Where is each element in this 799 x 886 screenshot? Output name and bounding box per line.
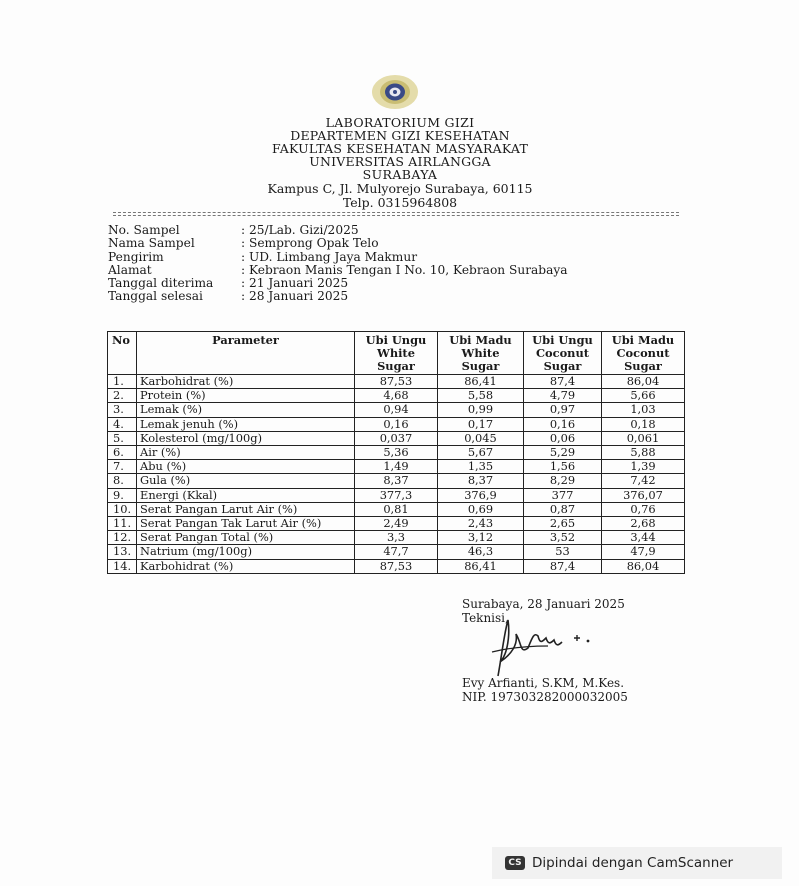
value-cell: 3,44 (602, 531, 685, 545)
row-number: 4. (108, 417, 137, 431)
value-cell: 0,94 (355, 403, 438, 417)
value-cell: 0,17 (438, 417, 524, 431)
sample-number-row: No. Sampel : 25/Lab. Gizi/2025 (108, 223, 359, 237)
value-cell: 7,42 (602, 474, 685, 488)
value-cell: 1,03 (602, 403, 685, 417)
value-cell: 0,037 (355, 431, 438, 445)
col-header-parameter: Parameter (137, 332, 355, 375)
table-row (108, 403, 685, 417)
parameter-name: Abu (%) (137, 460, 355, 474)
value-cell: 0,06 (524, 431, 602, 445)
table-row (108, 488, 685, 502)
value-cell: 0,045 (438, 431, 524, 445)
parameter-name: Gula (%) (137, 474, 355, 488)
table-row (108, 375, 685, 389)
phone: Telp. 0315964808 (342, 195, 458, 210)
row-number: 11. (108, 517, 137, 531)
value-cell: 0,061 (602, 431, 685, 445)
parameter-name: Energi (Kkal) (137, 488, 355, 502)
row-number: 1. (108, 375, 137, 389)
parameter-name: Lemak (%) (137, 403, 355, 417)
value-cell: 53 (524, 545, 602, 559)
row-number: 13. (108, 545, 137, 559)
value-cell: 86,41 (438, 559, 524, 573)
value-cell: 2,49 (355, 517, 438, 531)
value-cell: 3,12 (438, 531, 524, 545)
value-cell: 1,35 (438, 460, 524, 474)
parameter-name: Serat Pangan Total (%) (137, 531, 355, 545)
table-row (108, 474, 685, 488)
row-number: 14. (108, 559, 137, 573)
table-row (108, 460, 685, 474)
university-logo-icon (371, 74, 419, 110)
faculty-name: FAKULTAS KESEHATAN MASYARAKAT (272, 141, 528, 156)
value-cell: 3,52 (524, 531, 602, 545)
value-cell: 8,29 (524, 474, 602, 488)
handwritten-signature-icon (478, 614, 596, 678)
camscanner-watermark (492, 847, 782, 879)
value-cell: 86,04 (602, 375, 685, 389)
sample-name-row: Nama Sampel : Semprong Opak Telo (108, 236, 379, 251)
value-cell: 8,37 (355, 474, 438, 488)
value-cell: 5,36 (355, 446, 438, 460)
signer-nip: NIP. 197303282000032005 (462, 689, 628, 704)
value-cell: 87,4 (524, 375, 602, 389)
value-cell: 1,49 (355, 460, 438, 474)
row-number: 10. (108, 502, 137, 516)
signing-place-date: Surabaya, 28 Januari 2025 (462, 597, 625, 611)
value-cell: 5,29 (524, 446, 602, 460)
parameter-name: Protein (%) (137, 389, 355, 403)
value-cell: 86,41 (438, 375, 524, 389)
table-row (108, 531, 685, 545)
value-cell: 87,53 (355, 375, 438, 389)
address: Kampus C, Jl. Mulyorejo Surabaya, 60115 (267, 181, 533, 196)
value-cell: 1,39 (602, 460, 685, 474)
row-number: 7. (108, 460, 137, 474)
col-header-ubi-madu-coconut-sugar: Ubi Madu Coconut Sugar (602, 332, 685, 375)
row-number: 2. (108, 389, 137, 403)
value-cell: 376,07 (602, 488, 685, 502)
row-number: 12. (108, 531, 137, 545)
signer-role: Teknisi, (462, 610, 509, 625)
table-row (108, 431, 685, 445)
value-cell: 86,04 (602, 559, 685, 573)
value-cell: 47,7 (355, 545, 438, 559)
value-cell: 0,81 (355, 502, 438, 516)
lab-name: LABORATORIUM GIZI (325, 115, 475, 130)
row-number: 3. (108, 403, 137, 417)
table-row (108, 545, 685, 559)
value-cell: 46,3 (438, 545, 524, 559)
value-cell: 377 (524, 488, 602, 502)
value-cell: 0,76 (602, 502, 685, 516)
university-name: UNIVERSITAS AIRLANGGA (309, 154, 491, 169)
header-divider (113, 212, 679, 213)
address-row: Alamat : Kebraon Manis Tengan I No. 10, Kebraon Surabaya (108, 262, 568, 277)
value-cell: 5,88 (602, 446, 685, 460)
col-header-no: No (108, 332, 137, 375)
col-header-ubi-madu-white-sugar: Ubi Madu White Sugar (438, 332, 524, 375)
table-row (108, 389, 685, 403)
row-number: 9. (108, 488, 137, 502)
value-cell: 47,9 (602, 545, 685, 559)
value-cell: 2,68 (602, 517, 685, 531)
value-cell: 87,53 (355, 559, 438, 573)
value-cell: 0,16 (524, 417, 602, 431)
row-number: 6. (108, 446, 137, 460)
parameter-name: Lemak jenuh (%) (137, 417, 355, 431)
row-number: 8. (108, 474, 137, 488)
row-number: 5. (108, 431, 137, 445)
value-cell: 0,18 (602, 417, 685, 431)
value-cell: 5,67 (438, 446, 524, 460)
table-row (108, 417, 685, 431)
parameter-name: Karbohidrat (%) (137, 375, 355, 389)
parameter-name: Serat Pangan Larut Air (%) (137, 502, 355, 516)
table-row (108, 446, 685, 460)
value-cell: 1,56 (524, 460, 602, 474)
table-row (108, 517, 685, 531)
camscanner-icon: CS (505, 856, 525, 870)
value-cell: 376,9 (438, 488, 524, 502)
parameter-name: Natrium (mg/100g) (137, 545, 355, 559)
col-header-ubi-ungu-white-sugar: Ubi Ungu White Sugar (355, 332, 438, 375)
value-cell: 377,3 (355, 488, 438, 502)
parameter-name: Serat Pangan Tak Larut Air (%) (137, 517, 355, 531)
camscanner-text: Dipindai dengan CamScanner (532, 855, 734, 871)
col-header-ubi-ungu-coconut-sugar: Ubi Ungu Coconut Sugar (524, 332, 602, 375)
value-cell: 3,3 (355, 531, 438, 545)
value-cell: 0,99 (438, 403, 524, 417)
value-cell: 8,37 (438, 474, 524, 488)
value-cell: 87,4 (524, 559, 602, 573)
parameter-name: Kolesterol (mg/100g) (137, 431, 355, 445)
signer-name: Evy Arfianti, S.KM, M.Kes. (462, 676, 625, 690)
value-cell: 0,16 (355, 417, 438, 431)
table-row (108, 559, 685, 573)
value-cell: 4,79 (524, 389, 602, 403)
date-received-row: Tanggal diterima : 21 Januari 2025 (108, 276, 349, 291)
value-cell: 2,65 (524, 517, 602, 531)
table-row (108, 502, 685, 516)
value-cell: 0,69 (438, 502, 524, 516)
parameter-name: Karbohidrat (%) (137, 559, 355, 573)
parameter-name: Air (%) (137, 446, 355, 460)
department-name: DEPARTEMEN GIZI KESEHATAN (290, 128, 510, 143)
value-cell: 2,43 (438, 517, 524, 531)
value-cell: 5,58 (438, 389, 524, 403)
city-name: SURABAYA (362, 167, 438, 182)
results-table (107, 331, 685, 574)
value-cell: 0,97 (524, 403, 602, 417)
value-cell: 5,66 (602, 389, 685, 403)
sender-row: Pengirim : UD. Limbang Jaya Makmur (108, 249, 418, 264)
date-finished-row: Tanggal selesai : 28 Januari 2025 (108, 289, 349, 304)
signature-block-bottom (462, 677, 628, 704)
value-cell: 4,68 (355, 389, 438, 403)
value-cell: 0,87 (524, 502, 602, 516)
header-divider (113, 215, 679, 216)
table-header-row (108, 332, 685, 375)
sample-info (108, 224, 568, 304)
